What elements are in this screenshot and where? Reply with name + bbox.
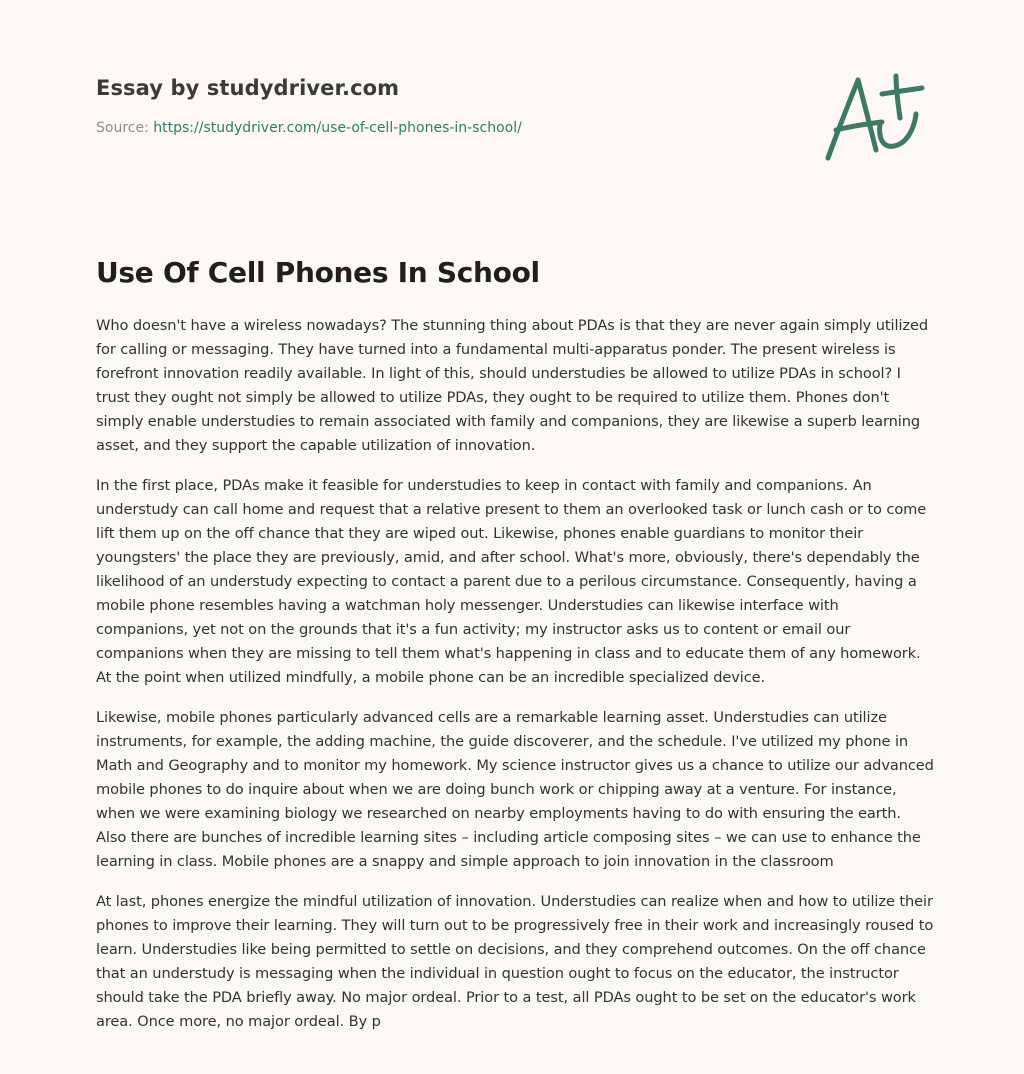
essay-paragraph: Who doesn't have a wireless nowadays? The stunning thing about PDAs is that they are never again simply utilized for calling or messaging. They have turned into a fundamental multi-apparatus ponder. The present wireless is forefront innovation readily available. In light of this, should understudies be allowed to utilize PDAs in school? I trust they ought not simply be allowed to utilize PDAs, they ought to be required to utilize them. Phones don't simply enable understudies to remain associated with family and companions, they are likewise a superb learning asset, and they support the capable utilization of innovation. <box>96 317 928 454</box>
source-line <box>96 120 796 136</box>
source-link[interactable]: https://studydriver.com/use-of-cell-phones-in-school/ <box>153 120 522 136</box>
essay-title: Use Of Cell Phones In School <box>96 256 540 289</box>
essay-paragraph: In the first place, PDAs make it feasible for understudies to keep in contact with family and companions. An understudy can call home and request that a relative present to them an overlooked task or lunch cash or to come lift them up on the off chance that they are wiped out. Likewise, phones enable guardians to monitor their youngsters' the place they are previously, amid, and after school. What's more, obviously, there's dependably the likelihood of an understudy expecting to contact a parent due to a perilous circumstance. Consequently, having a mobile phone resembles having a watchman holy messenger. Understudies can likewise interface with companions, yet not on the grounds that it's a fun activity; my instructor asks us to content or email our companions when they are missing to tell them what's happening in class and to educate them of any homework. At the point when utilized mindfully, a mobile phone can be an incredible specialized device. <box>96 477 927 686</box>
source-label: Source: <box>96 120 154 136</box>
brand-title: Essay by studydriver.com <box>96 76 400 100</box>
essay-paragraph: At last, phones energize the mindful utilization of innovation. Understudies can realize when and how to utilize their phones to improve their learning. They will turn out to be progressively free in their work and increasingly roused to learn. Understudies like being permitted to settle on decisions, and they comprehend outcomes. On the off chance that an understudy is messaging when the individual in question ought to focus on the educator, the instructor should take the PDA briefly away. No major ordeal. Prior to a test, all PDAs ought to be set on the educator's work area. Once more, no major ordeal. By p <box>96 893 934 1030</box>
essay-body <box>96 314 934 1050</box>
a-plus-logo-icon <box>820 66 930 166</box>
essay-header <box>96 76 796 136</box>
essay-paragraph: Likewise, mobile phones particularly advanced cells are a remarkable learning asset. Understudies can utilize instruments, for example, the adding machine, the guide discoverer, and the schedule. I've utilized my phone in Math and Geography and to monitor my homework. My science instructor gives us a chance to utilize our advanced mobile phones to do inquire about when we are doing bunch work or chipping away at a venture. For instance, when we were examining biology we researched on nearby employments having to do with ensuring the earth. Also there are bunches of incredible learning sites – including article composing sites – we can use to enhance the learning in class. Mobile phones are a snappy and simple approach to join innovation in the classroom <box>96 709 934 870</box>
